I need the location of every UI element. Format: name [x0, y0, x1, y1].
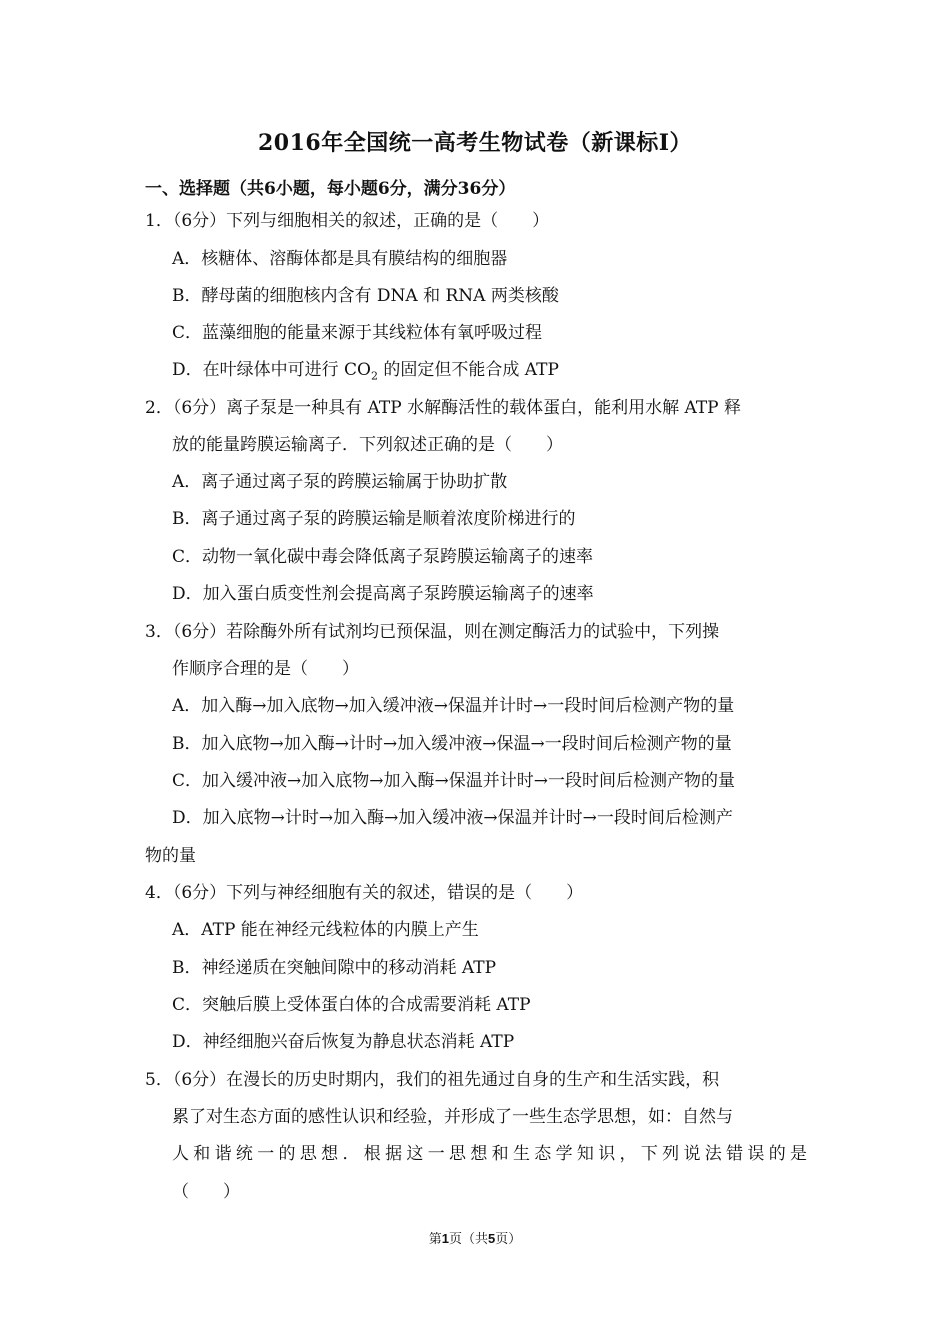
question-4-option-c: C．突触后膜上受体蛋白体的合成需要消耗 ATP [172, 995, 531, 1015]
question-2-option-b: B．离子通过离子泵的跨膜运输是顺着浓度阶梯进行的 [172, 509, 576, 529]
footer-page-number: 1 [441, 1231, 449, 1246]
question-3-option-d-cont: 物的量 [145, 846, 196, 866]
question-2-option-a: A．离子通过离子泵的跨膜运输属于协助扩散 [172, 472, 508, 492]
question-2-option-d: D．加入蛋白质变性剂会提高离子泵跨膜运输离子的速率 [172, 584, 594, 604]
question-5-stem-cont-1: 累了对生态方面的感性认识和经验，并形成了一些生态学思想，如：自然与 [172, 1107, 733, 1127]
question-3-option-a: A．加入酶→加入底物→加入缓冲液→保温并计时→一段时间后检测产物的量 [172, 696, 735, 716]
page-footer [0, 1228, 950, 1247]
footer-suffix: 页） [495, 1232, 522, 1247]
option-d-text-start: D．在叶绿体中可进行 CO [172, 360, 371, 380]
question-5-stem-cont-2: 人和谐统一的思想．根据这一思想和生态学知识，下列说法错误的是 [172, 1144, 807, 1164]
question-5-stem: 5．（6分）在漫长的历史时期内，我们的祖先通过自身的生产和生活实践，积 [145, 1070, 720, 1090]
question-2-stem-cont: 放的能量跨膜运输离子．下列叙述正确的是（ ） [172, 435, 563, 455]
question-1-option-b: B．酵母菌的细胞核内含有 DNA 和 RNA 两类核酸 [172, 286, 559, 306]
question-4-option-a: A．ATP 能在神经元线粒体的内膜上产生 [172, 920, 479, 940]
question-3-stem-cont: 作顺序合理的是（ ） [172, 659, 359, 679]
question-3-option-d: D．加入底物→计时→加入酶→加入缓冲液→保温并计时→一段时间后检测产 [172, 808, 733, 828]
footer-middle: 页（共 [448, 1232, 488, 1247]
question-1-option-a: A．核糖体、溶酶体都是具有膜结构的细胞器 [172, 249, 508, 269]
question-1-option-c: C．蓝藻细胞的能量来源于其线粒体有氧呼吸过程 [172, 323, 543, 343]
co2-subscript: 2 [370, 369, 378, 383]
exam-title: 2016年全国统一高考生物试卷（新课标Ⅰ） [257, 130, 693, 156]
question-4-option-b: B．神经递质在突触间隙中的移动消耗 ATP [172, 958, 497, 978]
question-2-stem: 2．（6分）离子泵是一种具有 ATP 水解酶活性的载体蛋白，能利用水解 ATP 释 [145, 398, 741, 418]
question-5-stem-cont-3: （ ） [172, 1182, 240, 1202]
question-3-option-b: B．加入底物→加入酶→计时→加入缓冲液→保温→一段时间后检测产物的量 [172, 734, 732, 754]
question-4-stem: 4．（6分）下列与神经细胞有关的叙述，错误的是（ ） [145, 883, 584, 903]
option-d-text-end: 的固定但不能合成 ATP [377, 360, 559, 380]
question-3-option-c: C．加入缓冲液→加入底物→加入酶→保温并计时→一段时间后检测产物的量 [172, 771, 735, 791]
question-4-option-d: D．神经细胞兴奋后恢复为静息状态消耗 ATP [172, 1032, 515, 1052]
question-1-stem: 1．（6分）下列与细胞相关的叙述，正确的是（ ） [145, 211, 550, 231]
question-3-stem: 3．（6分）若除酶外所有试剂均已预保温，则在测定酶活力的试验中，下列操 [145, 622, 720, 642]
question-1-option-d [172, 359, 559, 387]
footer-prefix: 第 [428, 1232, 442, 1247]
footer-total-pages: 5 [488, 1231, 496, 1246]
question-2-option-c: C．动物一氧化碳中毒会降低离子泵跨膜运输离子的速率 [172, 547, 594, 567]
section-heading: 一、选择题（共6小题，每小题6分，满分36分） [145, 179, 516, 199]
